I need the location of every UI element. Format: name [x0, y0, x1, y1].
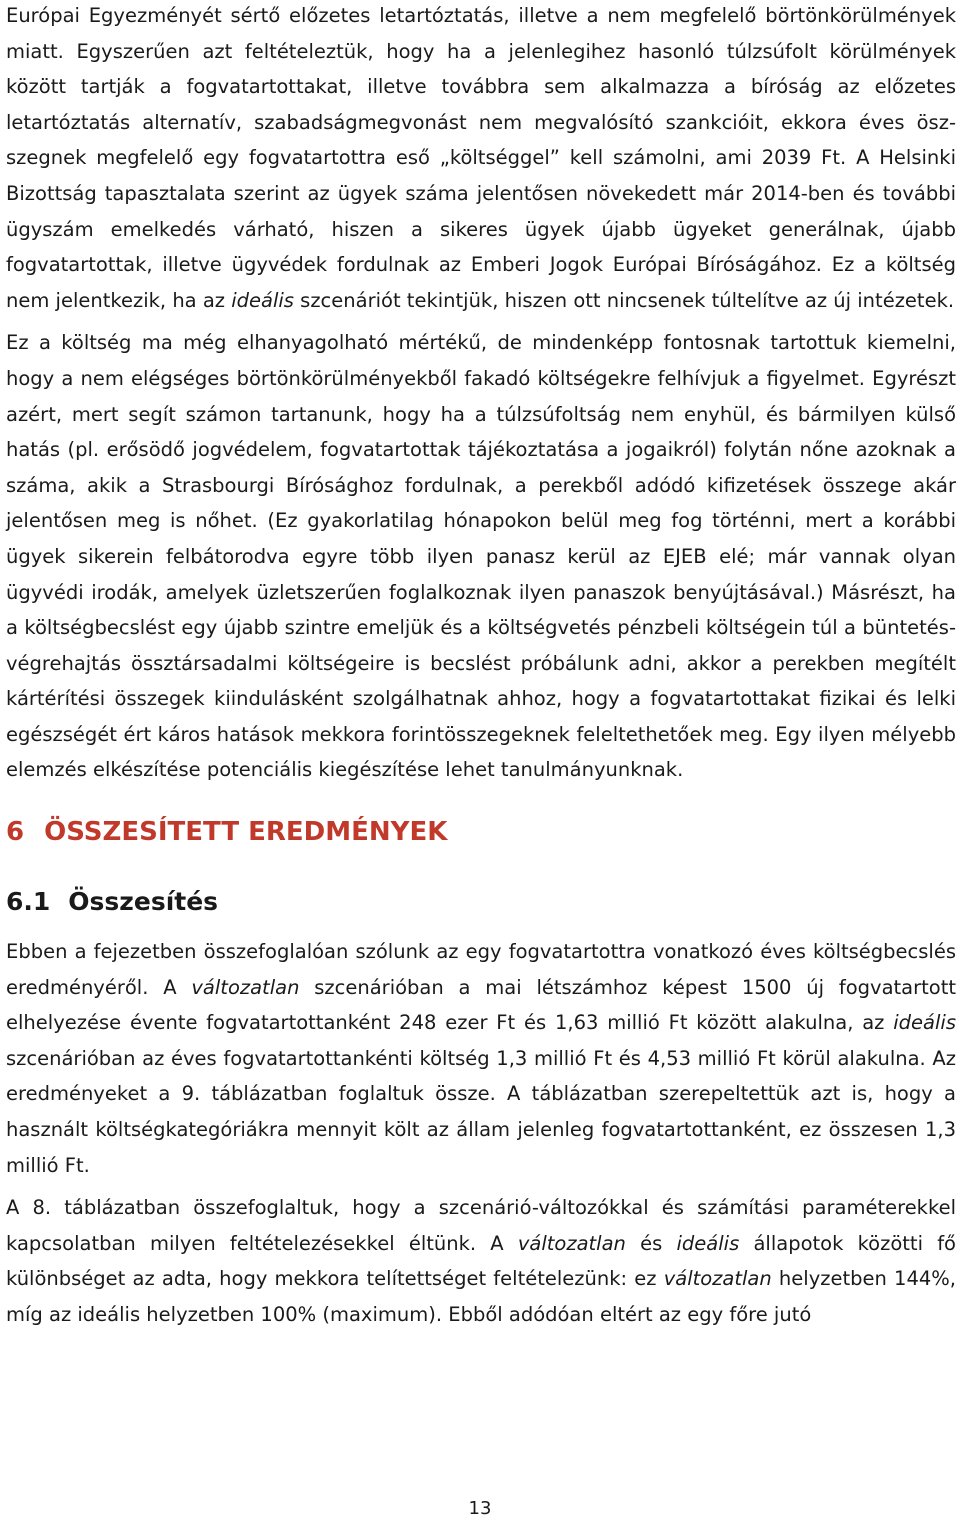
- paragraph-1-text-b: szcenáriót tekintjük, hiszen ott nincsenek túltelítve az új intézetek.: [293, 288, 955, 312]
- paragraph-3-italic-idealis: ideális: [893, 1011, 956, 1035]
- paragraph-1-italic-idealis: ideális: [231, 288, 294, 312]
- paragraph-4-text-and: és: [625, 1231, 677, 1255]
- section-title: Összesítés: [68, 887, 219, 917]
- chapter-number: 6: [6, 817, 25, 848]
- document-page: [6, 0, 956, 1333]
- paragraph-3-text-b: szcenárióban a mai létszámhoz képest 1500 új fogvatartott elhelyezése évente fogvatartottanként 248 ezer Ft és 1,63 millió Ft között alakulna, az: [6, 975, 956, 1035]
- paragraph-1-text-a: Európai Egyezményét sértő előzetes letartóztatás, illetve a nem megfelelő börtönkörülmények miatt. Egyszerűen azt feltételeztük, hogy ha a jelenlegihez hasonló túlzsúfolt körülmények között tartják a fogvatartottakat, illetve továbbra sem alkalmazza a bíróság az előzetes letartóztatás alternatív, szabadságmegvonást nem megvalósító szankcióit, ekkora éves öszszegnek megfelelő egy fogvatartottra eső „költséggel” kell számolni, ami 2039 Ft. A Helsinki Bizottság tapasztalata szerint az ügyek száma jelentősen növekedett már 2014-ben és további ügyszám emelkedés várható, hiszen a sikeres ügyek újabb ügyeket generálnak, újabb fogvatartottak, illetve ügyvédek fordulnak az Emberi Jogok Európai Bíróságához. Ez a költség nem jelentkezik, ha az: [6, 4, 956, 312]
- body-paragraph-4: [6, 1190, 956, 1332]
- body-paragraph-2: Ez a költség ma még elhanyagolható mértékű, de mindenképp fontosnak tartottuk kiemelni, hogy a nem elégséges börtönkörülményekből fakadó költségekre felhívjuk a figyelmet. Egyrészt azért, mert segít számon tartanunk, hogy ha a túlzsúfoltság nem enyhül, és bármilyen külső hatás (pl. erősödő jogvédelem, fogvatartottak tájékoztatása a jogaikról) folytán nőne azoknak a száma, akik a Strasbourgi Bírósághoz fordulnak, a perekből adódó kifizetések összege akár jelentősen meg is nőhet. (Ez gyakorlatilag hónapokon belül meg fog történni, mert a korábbi ügyek sikerein felbátorodva egyre több ilyen panasz kerül az EJEB elé; már vannak olyan ügyvédi irodák, amelyek üzletszerűen foglalkoznak ilyen panaszok benyújtásával.) Másrészt, ha a költségbecslést egy újabb szintre emeljük és a költségvetés pénzbeli költségein túl a büntetés-végrehajtás össztársadalmi költségeire is becslést próbálunk adni, akkor a perekben megítélt kártérítési összegek kiindulásként szolgálhatnak ahhoz, hogy a fogvatartottakat fizikai és lelki egészségét ért káros hatások mekkora forintösszegeknek feleltethetőek meg. Egy ilyen mélyebb elemzés elkészítése potenciális kiegészítése lehet tanulmányunknak.: [6, 331, 956, 782]
- chapter-heading: [6, 812, 956, 852]
- paragraph-3-text-a: Ebben a fejezetben összefoglalóan szólunk az egy fogvatartottra vonatkozó éves költségbecslés eredményéről. A: [6, 940, 956, 999]
- paragraph-4-text-b: állapotok közötti fő különbséget az adta, hogy mekkora telítettséget feltételezünk: ez: [6, 1231, 956, 1291]
- paragraph-4-italic-valtozatlan: változatlan: [517, 1231, 626, 1255]
- paragraph-4-italic-idealis: ideális: [676, 1231, 740, 1255]
- paragraph-3-italic-valtozatlan: változatlan: [191, 975, 300, 999]
- paragraph-3-text-c: szcenárióban az éves fogvatartottankénti költség 1,3 millió Ft és 4,53 millió Ft körül alakulna. Az eredményeket a 9. táblázatban foglaltuk össze. A táblázatban szerepeltettük azt is, hogy a használt költségkategóriákra mennyit költ az állam jelenleg fogvatartottanként, ez összesen 1,3 millió Ft.: [6, 1046, 956, 1177]
- page-number: 13: [468, 1498, 492, 1519]
- paragraph-4-text-c: helyzetben 144%, míg az ideális helyzetben 100% (maximum). Ebből adódóan eltért az egy főre jutó: [6, 1267, 956, 1326]
- paragraph-4-text-a: A 8. táblázatban összefoglaltuk, hogy a szcenárió-változókkal és számítási paraméterekkel kapcsolatban milyen feltételezésekkel éltünk. A: [6, 1196, 956, 1255]
- body-paragraph-3: [6, 934, 956, 1183]
- body-paragraph-1: [6, 0, 956, 318]
- chapter-title: ÖSSZESÍTETT EREDMÉNYEK: [44, 817, 448, 848]
- section-heading: [6, 882, 956, 922]
- paragraph-4-italic-valtozatlan-2: változatlan: [663, 1267, 772, 1291]
- section-number: 6.1: [6, 887, 51, 917]
